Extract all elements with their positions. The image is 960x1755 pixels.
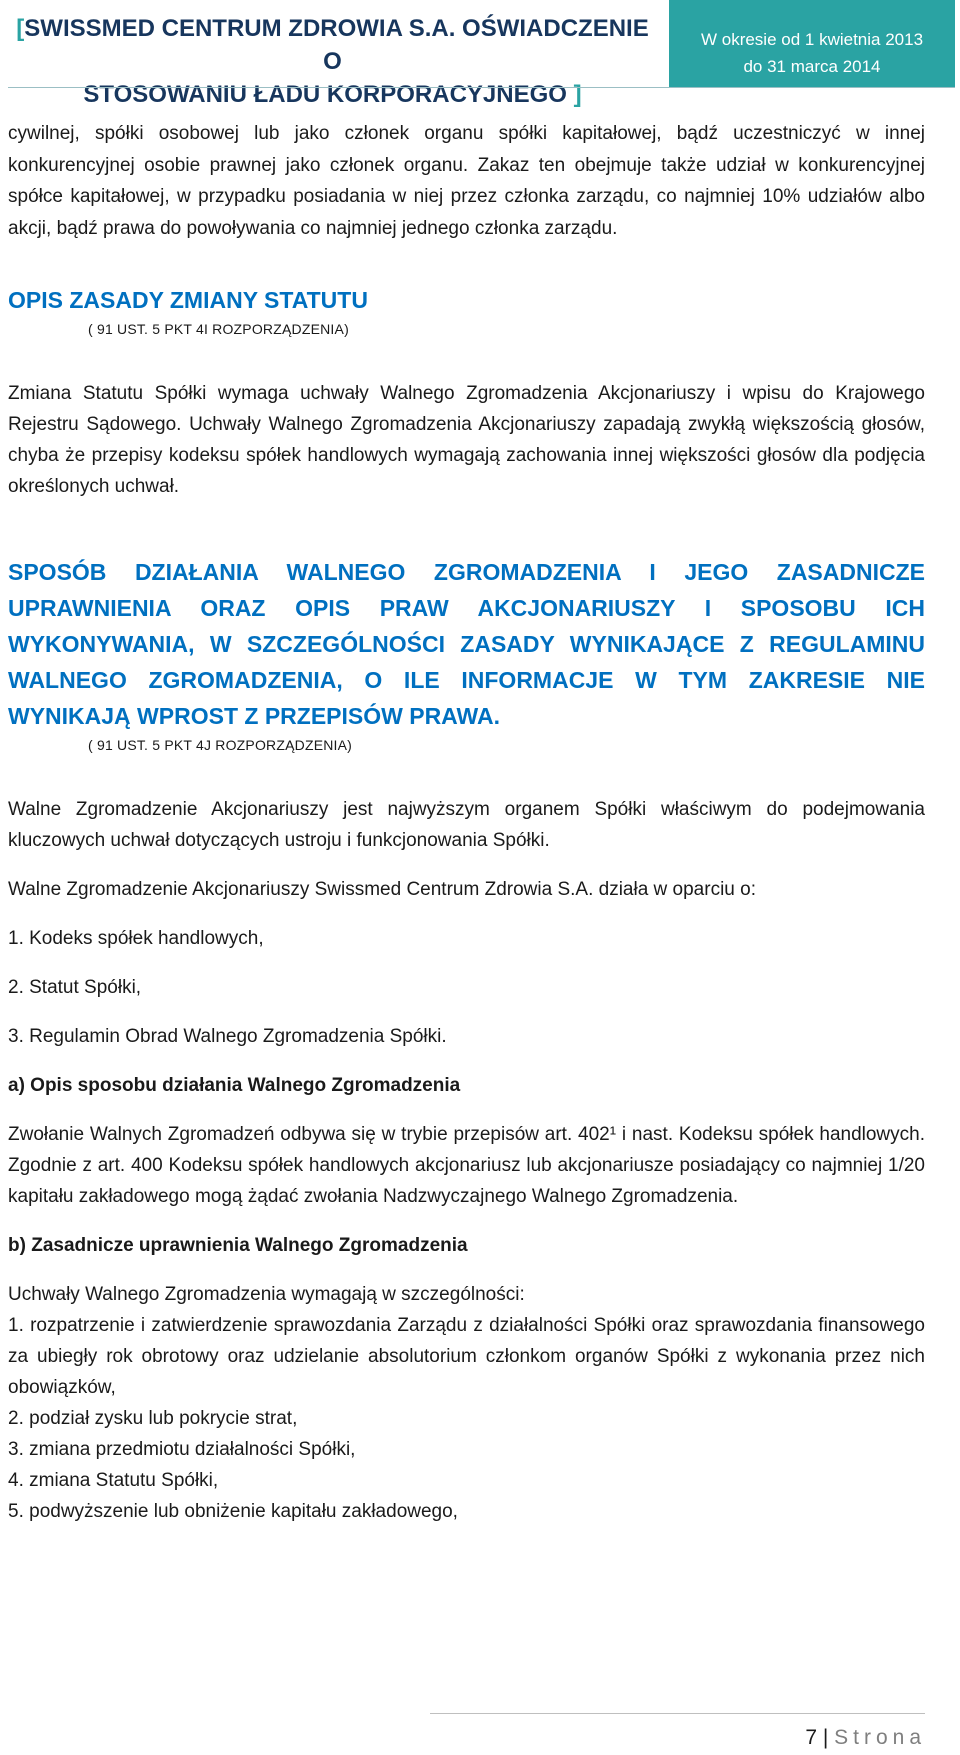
section-heading-statute: OPIS ZASADY ZMIANY STATUTU — [8, 287, 368, 313]
legal-basis-intro: Walne Zgromadzenie Akcjonariuszy Swissmed Centrum Zdrowia S.A. działa w oparciu o: — [8, 879, 756, 900]
section-reference-general-meeting: ( 91 UST. 5 PKT 4J ROZPORZĄDZENIA) — [88, 737, 353, 753]
list-item: 4. zmiana Statutu Spółki, — [8, 1470, 219, 1491]
bracket-close: ] — [566, 81, 582, 108]
list-item: 1. Kodeks spółek handlowych, — [8, 928, 264, 949]
subsection-b-intro: Uchwały Walnego Zgromadzenia wymagają w szczególności: — [8, 1284, 525, 1305]
general-meeting-intro-paragraph: Walne Zgromadzenie Akcjonariuszy jest najwyższym organem Spółki właściwym do podejmowania kluczowych uchwał dotyczących ustroju i funkcjonowania Spółki. — [8, 799, 925, 851]
list-item: 2. Statut Spółki, — [8, 977, 142, 998]
page-number: 7 — [805, 1726, 817, 1749]
bracket-open: [ — [16, 15, 25, 42]
list-item: 3. Regulamin Obrad Walnego Zgromadzenia Spółki. — [8, 1026, 447, 1047]
period-line2: do 31 marca 2014 — [743, 57, 881, 76]
statute-change-paragraph: Zmiana Statutu Spółki wymaga uchwały Walnego Zgromadzenia Akcjonariuszy i wpisu do Krajowego Rejestru Sądowego. Uchwały Walnego Zgromadzenia Akcjonariuszy zapadają zwykłą większością głosów, chyba że przepisy kodeksu spółek handlowych wymagają zachowania innej większości głosów dla podjęcia określonych uchwał. — [8, 383, 925, 497]
continuation-paragraph: cywilnej, spółki osobowej lub jako członek organu spółki kapitałowej, bądź uczestniczyć w innej konkurencyjnej osobie prawnej jako członek organu. Zakaz ten obejmuje także udział w konkurencyjnej spółce kapitałowej, w przypadku posiadania w niej przez członka zarządu, co najmniej 10% udziałów albo akcji, bądź prawa do powoływania co najmniej jednego członka zarządu. — [8, 123, 925, 239]
list-item: 3. zmiana przedmiotu działalności Spółki, — [8, 1439, 356, 1460]
subsection-heading-a: a) Opis sposobu działania Walnego Zgromadzenia — [8, 1075, 461, 1096]
section-reference-statute: ( 91 UST. 5 PKT 4I ROZPORZĄDZENIA) — [88, 321, 349, 337]
period-line1: W okresie od 1 kwietnia 2013 — [700, 30, 924, 49]
document-header-title — [10, 12, 655, 111]
header-title-line2: STOSOWANIU ŁADU KORPORACYJNEGO — [83, 81, 567, 108]
page-content — [8, 118, 925, 1527]
page-word: Strona — [834, 1726, 926, 1749]
section-heading-general-meeting: SPOSÓB DZIAŁANIA WALNEGO ZGROMADZENIA I JEGO ZASADNICZE UPRAWNIENIA ORAZ OPIS PRAW AKCJONARIUSZY I SPOSOBU ICH WYKONYWANIA, W SZCZEGÓLNOŚCI ZASADY WYNIKAJĄCE Z REGULAMINU WALNEGO ZGROMADZENIA, O ILE INFORMACJE W TYM ZAKRESIE NIE WYNIKAJĄ WPROST Z PRZEPISÓW PRAWA. — [8, 559, 925, 729]
list-item: 1. rozpatrzenie i zatwierdzenie sprawozdania Zarządu z działalności Spółki oraz sprawozdania finansowego za ubiegły rok obrotowy oraz udzielanie absolutorium członkom organów Spółki z wykonania przez nich obowiązków, — [8, 1315, 925, 1398]
subsection-a-paragraph: Zwołanie Walnych Zgromadzeń odbywa się w trybie przepisów art. 402¹ i nast. Kodeksu spółek handlowych. Zgodnie z art. 400 Kodeksu spółek handlowych akcjonariusz lub akcjonariusze posiadający co najmniej 1/20 kapitału zakładowego mogą żądać zwołania Nadzwyczajnego Walnego Zgromadzenia. — [8, 1124, 925, 1207]
reporting-period-box — [669, 0, 955, 88]
header-divider — [8, 87, 955, 88]
footer-divider — [430, 1713, 925, 1714]
subsection-heading-b: b) Zasadnicze uprawnienia Walnego Zgromadzenia — [8, 1235, 468, 1256]
list-item: 2. podział zysku lub pokrycie strat, — [8, 1408, 298, 1429]
list-item: 5. podwyższenie lub obniżenie kapitału zakładowego, — [8, 1501, 458, 1522]
footer-separator: | — [817, 1726, 835, 1749]
page-footer — [805, 1724, 926, 1752]
header-title-line1: SWISSMED CENTRUM ZDROWIA S.A. OŚWIADCZENIE O — [24, 15, 649, 75]
